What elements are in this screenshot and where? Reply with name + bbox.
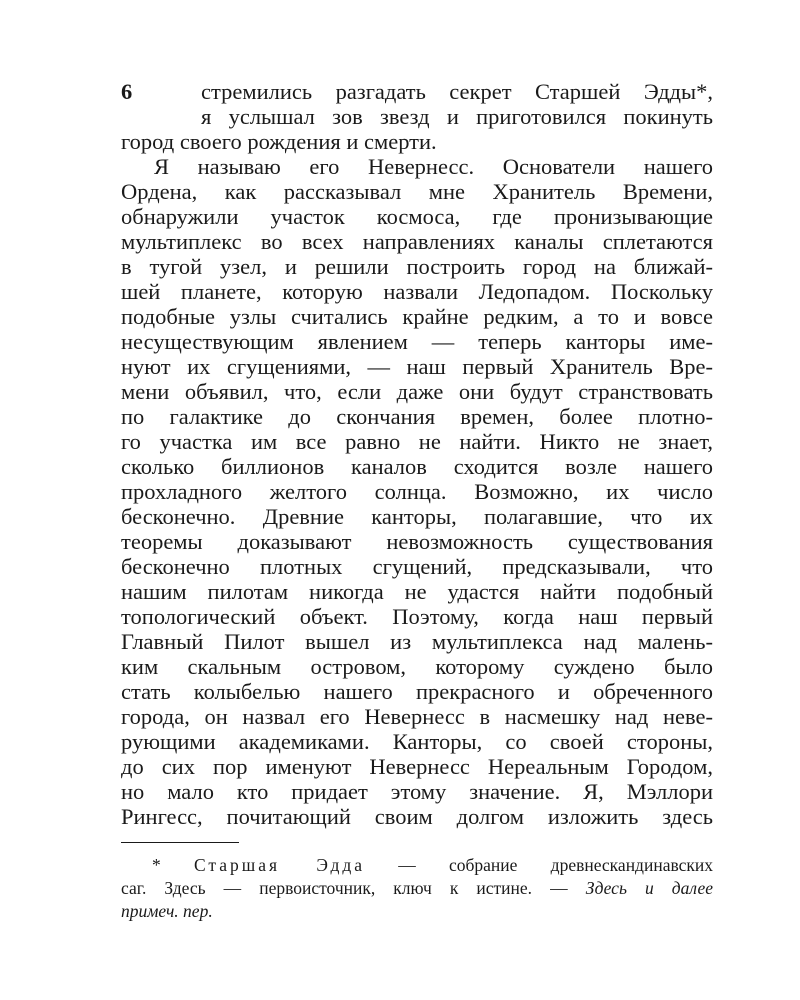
footnote-line bbox=[121, 877, 713, 900]
text-line: подобные узлы считались крайне редким, а то и вовсе bbox=[121, 304, 713, 329]
page-number: 6 bbox=[121, 79, 133, 104]
footnote-note: примеч. пер. bbox=[121, 901, 213, 921]
text-line: стать колыбелью нашего прекрасного и обреченного bbox=[121, 679, 713, 704]
text-line: Рингесс, почитающий своим долгом изложить здесь bbox=[121, 804, 713, 829]
text-line: я услышал зов звезд и приготовился покинуть bbox=[201, 104, 713, 129]
footnote-term: Старшая Эдда bbox=[193, 855, 366, 875]
text-line: сколько биллионов каналов сходится возле нашего bbox=[121, 454, 713, 479]
text-line: бесконечно плотных сгущений, предсказывали, что bbox=[121, 554, 713, 579]
text-line: стремились разгадать секрет Старшей Эдды*, bbox=[201, 79, 713, 104]
text-line: но мало кто придает этому значение. Я, Мэллори bbox=[121, 779, 713, 804]
text-line: теоремы доказывают невозможность существования bbox=[121, 529, 713, 554]
footnote-note: Здесь и далее bbox=[585, 878, 714, 898]
text-line: до сих пор именуют Невернесс Нереальным Городом, bbox=[121, 754, 713, 779]
text-line: прохладного желтого солнца. Возможно, их число bbox=[121, 479, 713, 504]
text-line: топологический объект. Поэтому, когда наш первый bbox=[121, 604, 713, 629]
footnote-marker: * bbox=[152, 855, 161, 875]
footnote-text: саг. Здесь — первоисточник, ключ к истине. — bbox=[121, 878, 568, 898]
text-line: бесконечно. Древние канторы, полагавшие, что их bbox=[121, 504, 713, 529]
text-line: ким скальным островом, которому суждено было bbox=[121, 654, 713, 679]
text-line: Я называю его Невернесс. Основатели нашего bbox=[154, 154, 713, 179]
text-line: мультиплекс во всех направлениях каналы сплетаются bbox=[121, 229, 713, 254]
text-line: го участка им все равно не найти. Никто не знает, bbox=[121, 429, 713, 454]
text-line: города, он назвал его Невернесс в насмешку над неве- bbox=[121, 704, 713, 729]
text-line: по галактике до скончания времен, более плотно- bbox=[121, 404, 713, 429]
text-line: обнаружили участок космоса, где пронизывающие bbox=[121, 204, 713, 229]
text-line: в тугой узел, и решили построить город на ближай- bbox=[121, 254, 713, 279]
text-line: рующими академиками. Канторы, со своей стороны, bbox=[121, 729, 713, 754]
text-line: город своего рождения и смерти. bbox=[121, 129, 437, 154]
text-line: Ордена, как рассказывал мне Хранитель Времени, bbox=[121, 179, 713, 204]
text-line: Главный Пилот вышел из мультиплекса над малень- bbox=[121, 629, 713, 654]
text-line: нуют их сгущениями, — наш первый Хранитель Вре- bbox=[121, 354, 713, 379]
text-line: шей планете, которую назвали Ледопадом. Поскольку bbox=[121, 279, 713, 304]
footnote-separator bbox=[121, 842, 239, 843]
text-line: нашим пилотам никогда не удастся найти подобный bbox=[121, 579, 713, 604]
text-line: несуществующим явлением — теперь канторы име- bbox=[121, 329, 713, 354]
text-line: мени объявил, что, если даже они будут странствовать bbox=[121, 379, 713, 404]
footnote-line bbox=[152, 854, 713, 877]
footnote-text: — собрание древнескандинавских bbox=[398, 855, 714, 875]
